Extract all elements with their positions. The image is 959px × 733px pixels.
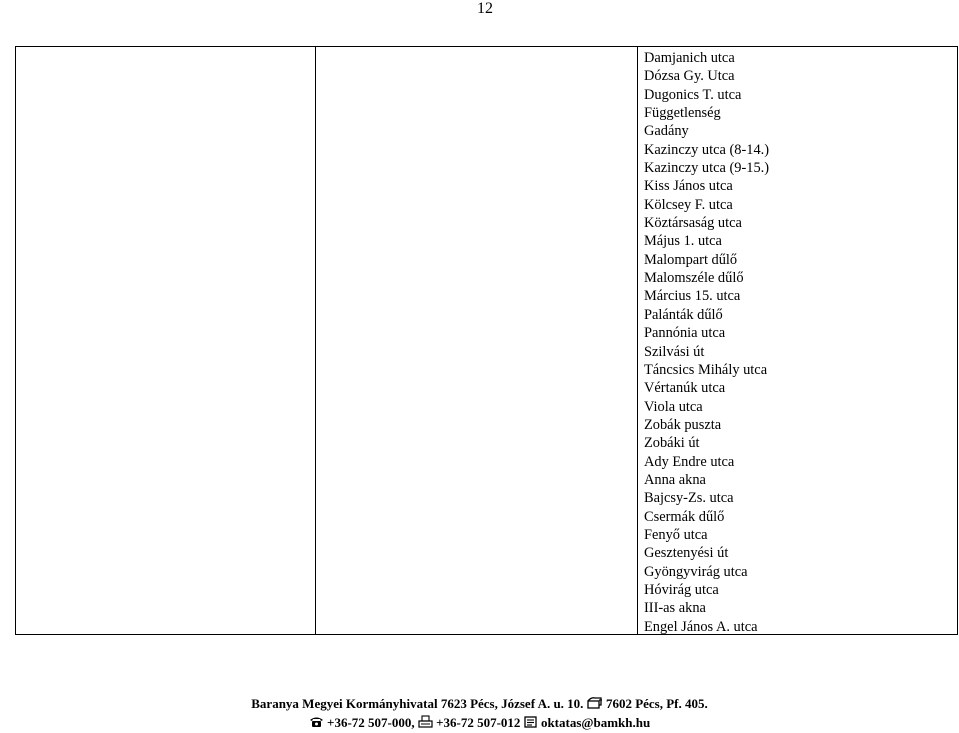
table-column-2 <box>316 47 638 634</box>
street-item: Ady Endre utca <box>644 453 735 470</box>
street-item: Fenyő utca <box>644 526 708 543</box>
footer-fax: +36-72 507-012 <box>436 715 521 730</box>
street-item: Gesztenyési út <box>644 545 729 562</box>
footer-phone: +36-72 507-000, <box>327 715 415 730</box>
table-column-1 <box>16 47 316 634</box>
street-item: Palánták dűlő <box>644 306 723 323</box>
street-item: Kölcsey F. utca <box>644 196 733 213</box>
street-item: Köztársaság utca <box>644 215 742 232</box>
street-item: Vértanúk utca <box>644 380 726 397</box>
footer-address-line <box>0 696 959 714</box>
footer-po-box: 7602 Pécs, Pf. 405. <box>605 696 708 711</box>
street-item: Kazinczy utca (8-14.) <box>644 141 770 158</box>
street-item: Hóvirág utca <box>644 581 719 598</box>
street-item: Malomszéle dűlő <box>644 270 744 287</box>
fax-icon <box>418 715 433 733</box>
street-item: Táncsics Mihály utca <box>644 361 768 378</box>
page-number: 12 <box>477 0 493 17</box>
street-item: Kiss János utca <box>644 178 733 195</box>
street-item: Dugonics T. utca <box>644 86 742 103</box>
street-item: Gyöngyvirág utca <box>644 563 748 580</box>
street-item: Dózsa Gy. Utca <box>644 68 735 85</box>
phone-icon <box>309 716 324 732</box>
street-item: Kazinczy utca (9-15.) <box>644 160 770 177</box>
mailbox-icon <box>587 697 603 714</box>
footer-contact-line <box>0 715 959 733</box>
street-item: Szilvási út <box>644 343 705 360</box>
email-icon <box>524 716 538 732</box>
footer-org-address: Baranya Megyei Kormányhivatal 7623 Pécs, József A. u. 10. <box>251 696 584 711</box>
street-item: Március 15. utca <box>644 288 741 305</box>
street-item: Bajcsy-Zs. utca <box>644 490 734 507</box>
street-item: Csermák dűlő <box>644 508 725 525</box>
street-item: Damjanich utca <box>644 50 735 66</box>
street-item: Május 1. utca <box>644 233 722 250</box>
street-item: III-as akna <box>644 600 706 617</box>
street-item: Viola utca <box>644 398 703 415</box>
street-item: Engel János A. utca <box>644 618 758 635</box>
street-item: Malompart dűlő <box>644 251 738 268</box>
street-item: Anna akna <box>644 471 706 488</box>
street-item: Zobáki út <box>644 435 700 452</box>
street-list <box>638 47 957 634</box>
street-item: Függetlenség <box>644 105 721 122</box>
footer-email: oktatas@bamkh.hu <box>540 715 651 730</box>
street-item: Pannónia utca <box>644 325 726 342</box>
street-item: Gadány <box>644 123 689 140</box>
street-item: Zobák puszta <box>644 416 722 433</box>
street-table <box>15 46 958 635</box>
